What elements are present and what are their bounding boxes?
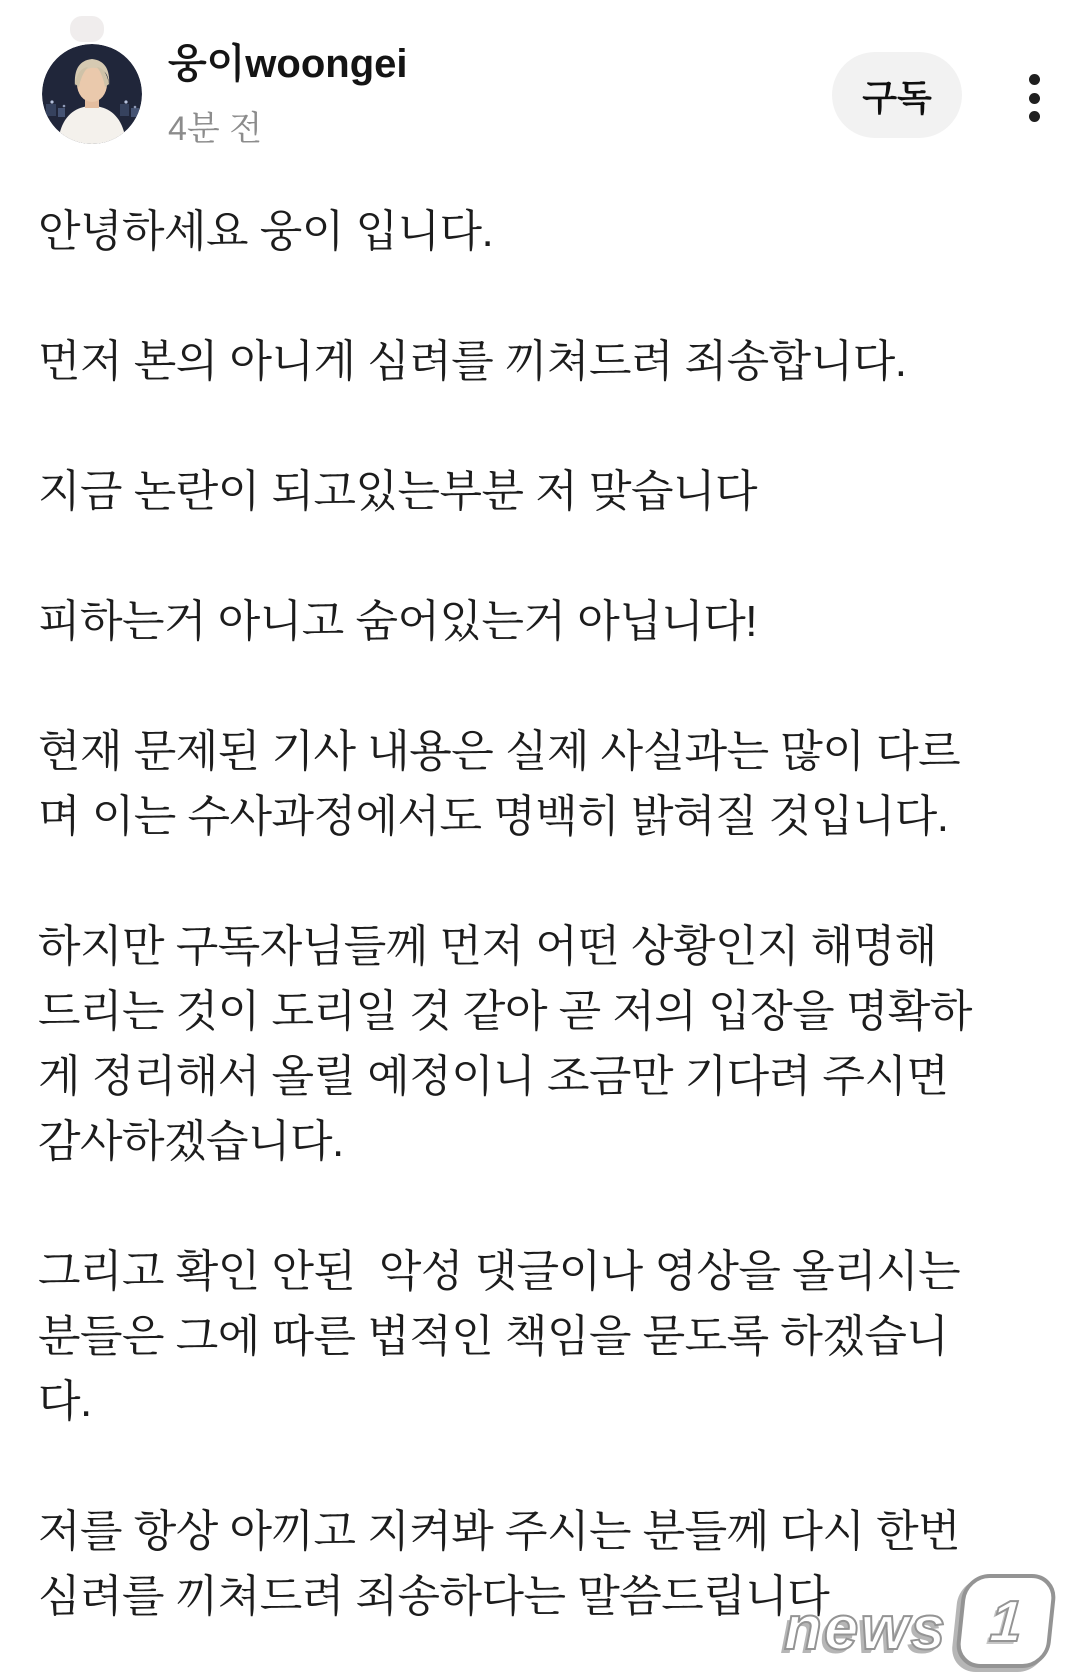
post-text-line: 감사하겠습니다. — [38, 1117, 344, 1166]
subscribe-button[interactable] — [832, 52, 962, 138]
subscribe-button-label: 구독 — [862, 76, 932, 118]
post-timestamp: 4분 전 — [168, 110, 263, 148]
post-text-line: 먼저 본의 아니게 심려를 끼쳐드려 죄송합니다. — [38, 337, 907, 386]
post-paragraph — [38, 329, 1050, 394]
post-text-line: 심려를 끼쳐드려 죄송하다는 말씀드립니다 — [38, 1572, 830, 1621]
kebab-dot — [1029, 93, 1040, 104]
post-text-line: 다. — [38, 1377, 92, 1426]
post-text-line: 저를 항상 아끼고 지켜봐 주시는 분들께 다시 한번 — [38, 1507, 961, 1556]
kebab-dot — [1029, 74, 1040, 85]
post-text-line: 그리고 확인 안된 악성 댓글이나 영상을 올리시는 — [38, 1247, 961, 1296]
kebab-menu-icon[interactable] — [1027, 74, 1041, 122]
background-artifact — [70, 16, 104, 42]
kebab-dot — [1029, 111, 1040, 122]
post-paragraph — [38, 1239, 1050, 1434]
post-paragraph — [38, 719, 1050, 849]
channel-avatar[interactable] — [42, 44, 142, 144]
post-paragraph — [38, 1499, 1050, 1629]
avatar-image — [42, 44, 142, 144]
post-paragraph — [38, 459, 1050, 524]
post-text-line: 게 정리해서 올릴 예정이니 조금만 기다려 주시면 — [38, 1052, 949, 1101]
post-paragraph — [38, 914, 1050, 1174]
post-text-line: 며 이는 수사과정에서도 명백히 밝혀질 것입니다. — [38, 792, 949, 841]
post-text-line: 하지만 구독자님들께 먼저 어떤 상황인지 해명해 — [38, 922, 937, 971]
watermark-numeral: 1 — [987, 1588, 1025, 1654]
channel-name[interactable]: 웅이woongei — [168, 42, 408, 86]
post-text-line: 지금 논란이 되고있는부분 저 맞습니다 — [38, 467, 757, 516]
post-paragraph — [38, 589, 1050, 654]
post-text-line: 드리는 것이 도리일 것 같아 곧 저의 입장을 명확하 — [38, 987, 972, 1036]
post-body — [38, 199, 1050, 1677]
post-text-line: 안녕하세요 웅이 입니다. — [38, 207, 494, 256]
post-text-line: 현재 문제된 기사 내용은 실제 사실과는 많이 다르 — [38, 727, 961, 776]
post-text-line: 피하는거 아니고 숨어있는거 아닙니다! — [38, 597, 757, 646]
post-text-line: 분들은 그에 따른 법적인 책임을 묻도록 하겠습니 — [38, 1312, 949, 1361]
post-paragraph — [38, 199, 1050, 264]
watermark-news-text: news — [784, 1594, 948, 1663]
